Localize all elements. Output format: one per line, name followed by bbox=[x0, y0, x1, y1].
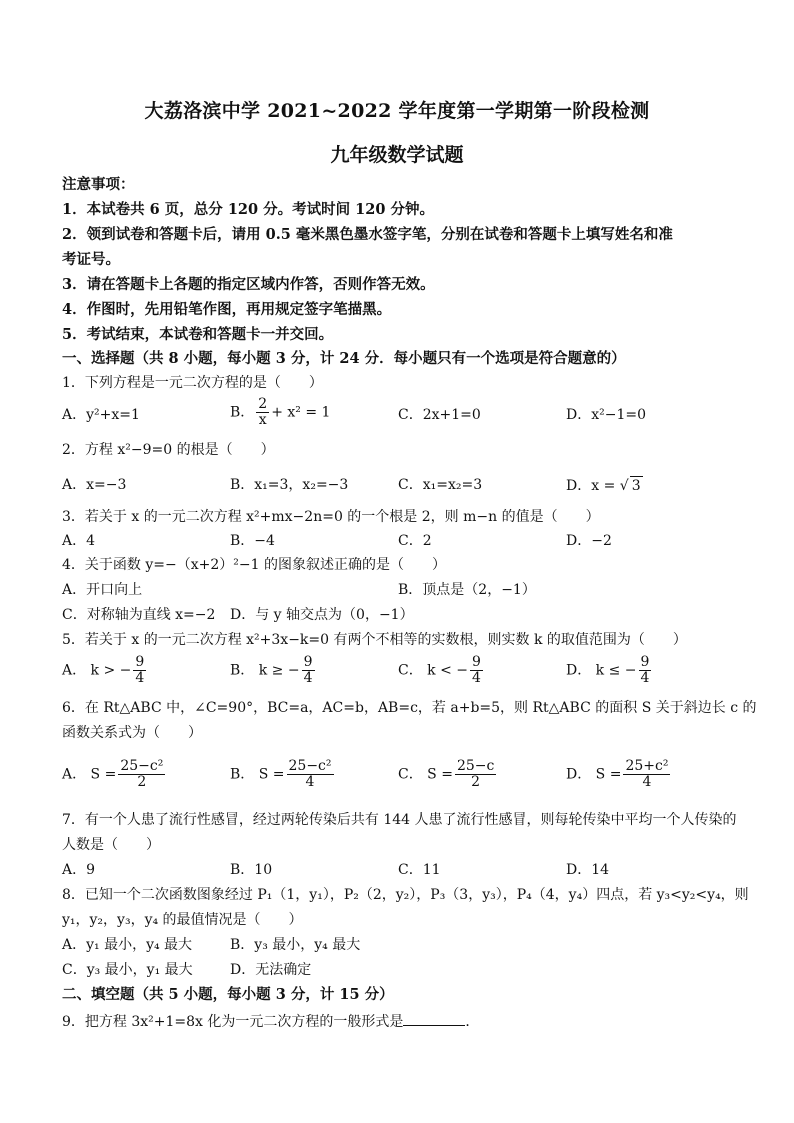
q4-option-d: D．与 y 轴交点为（0，−1） bbox=[230, 607, 414, 623]
q6-stem: 6．在 Rt△ABC 中，∠C=90°，BC=a，AC=b，AB=c，若 a+b=5，则 Rt△ABC 的面积 S 关于斜边长 c 的 bbox=[62, 700, 757, 716]
q3-option-c: C．2 bbox=[398, 533, 432, 549]
q5-stem: 5．若关于 x 的一元二次方程 x²+3x−k=0 有两个不相等的实数根，则实数 k 的取值范围为（ ） bbox=[62, 632, 687, 648]
note-2: 2．领到试卷和答题卡后，请用 0.5 毫米黑色墨水签字笔，分别在试卷和答题卡上填写姓名和准 bbox=[62, 226, 673, 243]
q8-option-b: B．y₃ 最小，y₄ 最大 bbox=[230, 937, 361, 953]
q1-stem: 1．下列方程是一元二次方程的是（ ） bbox=[62, 375, 323, 391]
q2-stem: 2．方程 x²−9=0 的根是（ ） bbox=[62, 442, 275, 458]
q7-option-d: D．14 bbox=[566, 862, 610, 878]
q6-option-c: C． S = $\frac{25-c}{2}$ bbox=[398, 758, 495, 790]
q1-option-a: A．y²+x=1 bbox=[62, 407, 140, 423]
note-5: 5．考试结束，本试卷和答题卡一并交回。 bbox=[62, 326, 334, 343]
q1-option-c: C．2x+1=0 bbox=[398, 407, 481, 423]
q7-option-a: A．9 bbox=[62, 862, 96, 878]
q6-stem-cont: 函数关系式为（ ） bbox=[62, 725, 202, 741]
q5-option-b: B． k ≥ − $\frac{9}{4}$ bbox=[230, 654, 313, 686]
q4-stem: 4．关于函数 y=−（x+2）²−1 的图象叙述正确的是（ ） bbox=[62, 557, 446, 573]
q1-b-fraction: $\frac{2}{x}$ bbox=[258, 396, 268, 428]
q9-stem: 9．把方程 3x²+1=8x 化为一元二次方程的一般形式是 ． bbox=[62, 1011, 479, 1031]
section-fill-heading: 二、填空题（共 5 小题，每小题 3 分，计 15 分） bbox=[62, 986, 394, 1003]
note-2-cont: 考证号。 bbox=[62, 251, 120, 268]
q7-stem-cont: 人数是（ ） bbox=[62, 837, 160, 853]
exam-title: 大荔洛滨中学 2021~2022 学年度第一学期第一阶段检测 bbox=[144, 100, 650, 122]
q5-option-d: D． k ≤ − $\frac{9}{4}$ bbox=[566, 654, 650, 686]
notes-heading: 注意事项： bbox=[62, 176, 135, 193]
section-choice-heading: 一、选择题（共 8 小题，每小题 3 分，计 24 分．每小题只有一个选项是符合题意的） bbox=[62, 350, 626, 367]
q4-option-c: C．对称轴为直线 x=−2 bbox=[62, 607, 216, 623]
note-4: 4．作图时，先用铅笔作图，再用规定签字笔描黑。 bbox=[62, 301, 392, 318]
q6-option-a: A． S = $\frac{\text{25−c²}}{2}$ bbox=[62, 758, 164, 790]
q4-option-b: B．顶点是（2，−1） bbox=[398, 582, 536, 598]
q2-option-c: C．x₁=x₂=3 bbox=[398, 477, 483, 493]
q8-option-d: D．无法确定 bbox=[230, 962, 312, 978]
q7-option-c: C．11 bbox=[398, 862, 441, 878]
exam-subtitle: 九年级数学试题 bbox=[330, 144, 464, 166]
q3-option-a: A．4 bbox=[62, 533, 96, 549]
q5-option-c: C． k < − $\frac{9}{4}$ bbox=[398, 654, 481, 686]
q4-option-a: A．开口向上 bbox=[62, 582, 143, 598]
q3-option-d: D．−2 bbox=[566, 533, 612, 549]
q7-stem: 7．有一个人患了流行性感冒，经过两轮传染后共有 144 人患了流行性感冒，则每轮传染中平均一个人传染的 bbox=[62, 812, 737, 828]
note-3: 3．请在答题卡上各题的指定区域内作答，否则作答无效。 bbox=[62, 276, 435, 293]
note-1: 1．本试卷共 6 页，总分 120 分。考试时间 120 分钟。 bbox=[62, 201, 434, 218]
q2-option-b: B．x₁=3，x₂=−3 bbox=[230, 477, 349, 493]
q9-answer-blank[interactable] bbox=[403, 1011, 465, 1026]
q8-option-a: A．y₁ 最小，y₄ 最大 bbox=[62, 937, 193, 953]
q2-option-a: A．x=−3 bbox=[62, 477, 127, 493]
q3-stem: 3．若关于 x 的一元二次方程 x²+mx−2n=0 的一个根是 2，则 m−n 的值是（ ） bbox=[62, 509, 600, 525]
q1-option-d: D．x²−1=0 bbox=[566, 407, 647, 423]
q1-option-b: B． $\frac{2}{x}$ + x² = 1 bbox=[230, 396, 331, 428]
q8-stem: 8．已知一个二次函数图象经过 P₁（1，y₁），P₂（2，y₂），P₃（3，y₃），P₄（4，y₄）四点，若 y₃<y₂<y₄，则 bbox=[62, 887, 749, 903]
q8-option-c: C．y₃ 最小，y₁ 最大 bbox=[62, 962, 193, 978]
q6-option-d: D． S = $\frac{\text{25+c²}}{4}$ bbox=[566, 758, 669, 790]
q8-stem-cont: y₁，y₂，y₃，y₄ 的最值情况是（ ） bbox=[62, 912, 303, 928]
q7-option-b: B．10 bbox=[230, 862, 273, 878]
q2-option-d: D．x = √ 3 bbox=[566, 478, 641, 494]
q6-option-b: B． S = $\frac{\text{25−c²}}{4}$ bbox=[230, 758, 332, 790]
q5-option-a: A． k > − $\frac{9}{4}$ bbox=[62, 654, 145, 686]
q3-option-b: B．−4 bbox=[230, 533, 275, 549]
